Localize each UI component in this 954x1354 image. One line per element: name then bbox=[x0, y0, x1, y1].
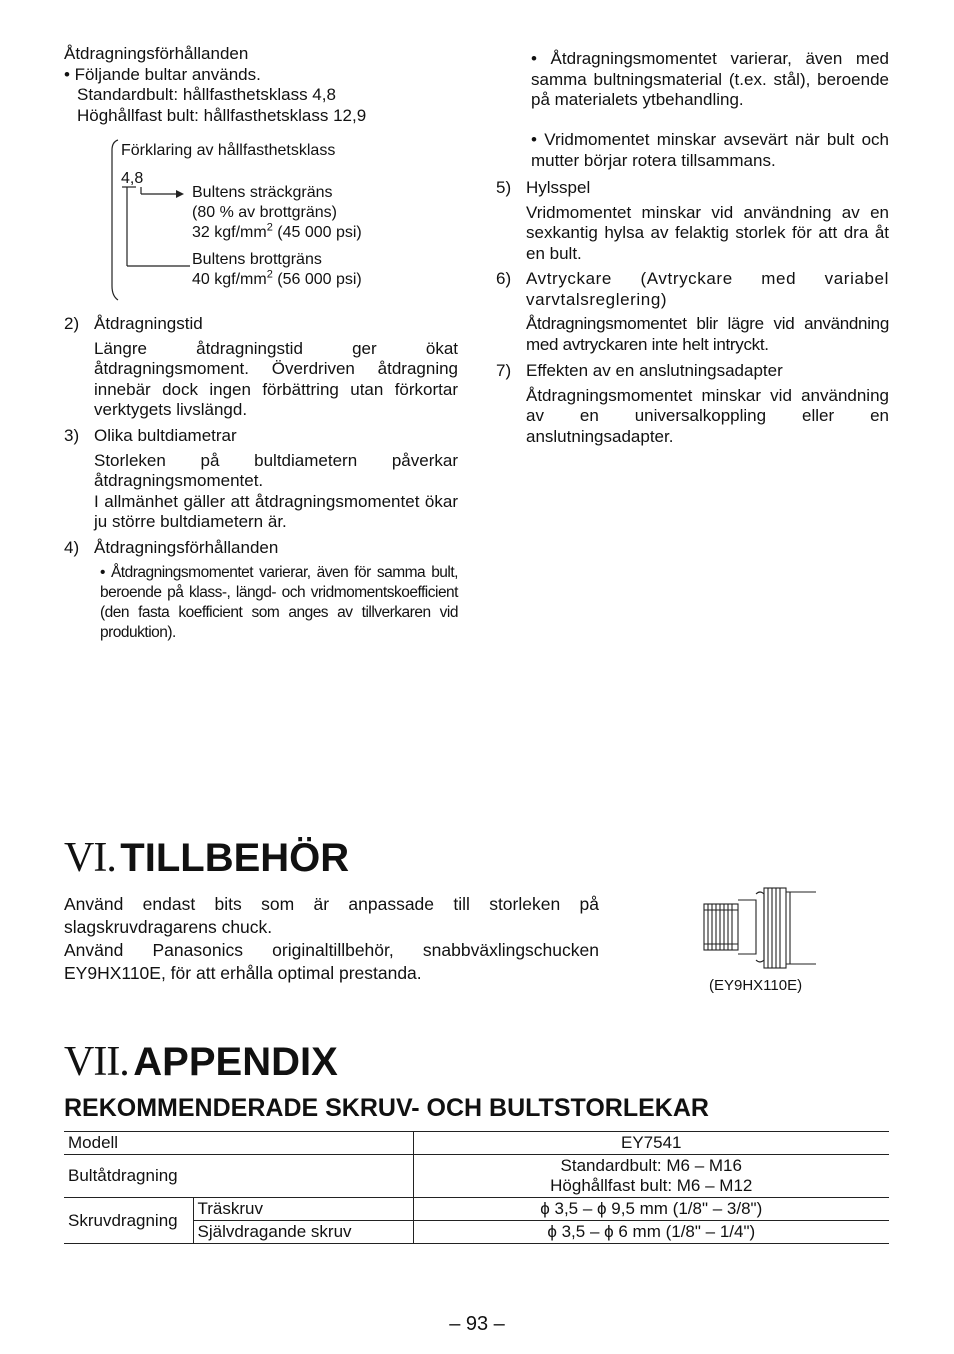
screw-bolt-size-table bbox=[64, 1131, 889, 1244]
table-cell-model-label: Modell bbox=[64, 1132, 413, 1155]
table-cell-screw-label: Skruvdragning bbox=[64, 1198, 193, 1244]
item-2-number: 2) bbox=[64, 314, 80, 333]
diagram-break bbox=[192, 250, 442, 290]
table-row bbox=[64, 1198, 889, 1221]
section-7-heading bbox=[64, 1038, 338, 1086]
item-5 bbox=[496, 178, 889, 264]
item-5-title: Hylsspel bbox=[526, 178, 591, 197]
table-cell-tapping-screw-label: Självdragande skruv bbox=[193, 1221, 413, 1244]
table-cell-wood-screw-value: ϕ 3,5 – ϕ 9,5 mm (1/8" – 3/8") bbox=[413, 1198, 889, 1221]
intro-standard-bolt: Standardbult: hållfasthetsklass 4,8 bbox=[77, 85, 336, 104]
section-6-heading bbox=[64, 834, 349, 882]
strength-class-diagram bbox=[100, 136, 440, 304]
section-7-subtitle: REKOMMENDERADE SKRUV- OCH BULTSTORLEKAR bbox=[64, 1094, 709, 1122]
section-6-text bbox=[64, 893, 599, 985]
break-line-2: 40 kgf/$mm^2$ (56 000 psi) bbox=[192, 268, 362, 288]
page-number: – 93 – bbox=[449, 1313, 505, 1335]
item-4-bullet: • Åtdragningsmomentet varierar, även för samma bult, beroende på klass-, längd- och vridmomentskoefficient (den fasta koefficient som anges av tillverkaren vid produktion). bbox=[100, 563, 458, 641]
section-6-roman: VI. bbox=[64, 835, 116, 881]
item-7 bbox=[496, 361, 889, 447]
item-5-number: 5) bbox=[496, 178, 512, 197]
item-2-text: Längre åtdragningstid ger ökat åtdragningsmoment. Överdriven åtdragning innebär dock ingen förbättring utan förkortar verktygets livslängd. bbox=[94, 338, 458, 419]
table-cell-wood-screw-label: Träskruv bbox=[193, 1198, 413, 1221]
section-6-para-1: Använd endast bits som är anpassade till storleken på slagskruvdragarens chuck. bbox=[64, 894, 599, 937]
item-3-number: 3) bbox=[64, 426, 80, 445]
item-7-number: 7) bbox=[496, 361, 512, 380]
table-row bbox=[64, 1132, 889, 1155]
item-3-text-2: I allmänhet gäller att åtdragningsmomentet ökar ju större bultdiametern är. bbox=[94, 491, 458, 531]
intro-title: Åtdragningsförhållanden bbox=[64, 44, 249, 63]
item-4 bbox=[64, 538, 458, 643]
diagram-code: 4,8 bbox=[121, 170, 144, 187]
intro-block bbox=[64, 44, 464, 126]
item-7-title: Effekten av en anslutningsadapter bbox=[526, 361, 783, 380]
yield-line-1: Bultens sträckgräns bbox=[192, 184, 333, 201]
table-cell-tapping-screw-value: ϕ 3,5 – ϕ 6 mm (1/8" – 1/4") bbox=[413, 1221, 889, 1244]
right-bullet-1: • Åtdragningsmomentet varierar, även med samma bultningsmaterial (t.ex. stål), beroende på materialets ytbehandling. bbox=[531, 49, 889, 109]
table-row bbox=[64, 1155, 889, 1198]
item-2 bbox=[64, 314, 458, 421]
diagram-yield bbox=[192, 183, 442, 243]
table-cell-model-value: EY7541 bbox=[413, 1132, 889, 1155]
item-3 bbox=[64, 426, 458, 533]
item-4-number: 4) bbox=[64, 538, 80, 557]
diagram-lines bbox=[100, 136, 200, 304]
intro-bullet: • Följande bultar används. bbox=[64, 64, 261, 84]
section-6-title: TILLBEHÖR bbox=[120, 836, 350, 880]
break-line-1: Bultens brottgräns bbox=[192, 251, 322, 268]
table-cell-bolt-label: Bultåtdragning bbox=[64, 1155, 413, 1198]
bolt-high-strength-range: Höghållfast bult: M6 – M12 bbox=[550, 1176, 753, 1195]
item-6 bbox=[496, 269, 889, 355]
yield-line-3: 32 kgf/$mm^2$ (45 000 psi) bbox=[192, 221, 362, 241]
bolt-standard-range: Standardbult: M6 – M16 bbox=[560, 1156, 742, 1175]
item-7-text: Åtdragningsmomentet minskar vid användning av en universalkoppling eller en anslutningsadapter. bbox=[526, 385, 889, 446]
section-6-para-2: Använd Panasonics originaltillbehör, snabbväxlingschucken EY9HX110E, för att erhålla optimal prestanda. bbox=[64, 940, 599, 983]
yield-line-2: (80 % av brottgräns) bbox=[192, 204, 337, 221]
item-4-title: Åtdragningsförhållanden bbox=[94, 538, 279, 557]
item-5-text: Vridmomentet minskar vid användning av en sexkantig hylsa av felaktig storlek för att dra åt en bult. bbox=[526, 202, 889, 263]
intro-high-strength-bolt: Höghållfast bult: hållfasthetsklass 12,9 bbox=[77, 105, 367, 125]
item-6-text: Åtdragningsmomentet blir lägre vid användning med avtryckaren inte helt intryckt. bbox=[526, 314, 889, 354]
section-7-roman: VII. bbox=[64, 1039, 129, 1085]
right-bullet-2: • Vridmomentet minskar avsevärt när bult och mutter börjar rotera tillsammans. bbox=[531, 130, 889, 170]
item-6-title: Avtryckare (Avtryckare med variabel varvtalsreglering) bbox=[526, 269, 889, 309]
diagram-title: Förklaring av hållfasthetsklass bbox=[121, 142, 336, 159]
figure-caption: (EY9HX110E) bbox=[709, 977, 803, 994]
item-2-title: Åtdragningstid bbox=[94, 314, 203, 333]
table-cell-bolt-value bbox=[413, 1155, 889, 1198]
item-6-number: 6) bbox=[496, 269, 512, 288]
section-7-title: APPENDIX bbox=[133, 1040, 338, 1084]
item-3-title: Olika bultdiametrar bbox=[94, 426, 237, 445]
item-3-text-1: Storleken på bultdiametern påverkar åtdragningsmomentet. bbox=[94, 450, 458, 490]
quick-change-chuck-figure bbox=[698, 884, 820, 972]
